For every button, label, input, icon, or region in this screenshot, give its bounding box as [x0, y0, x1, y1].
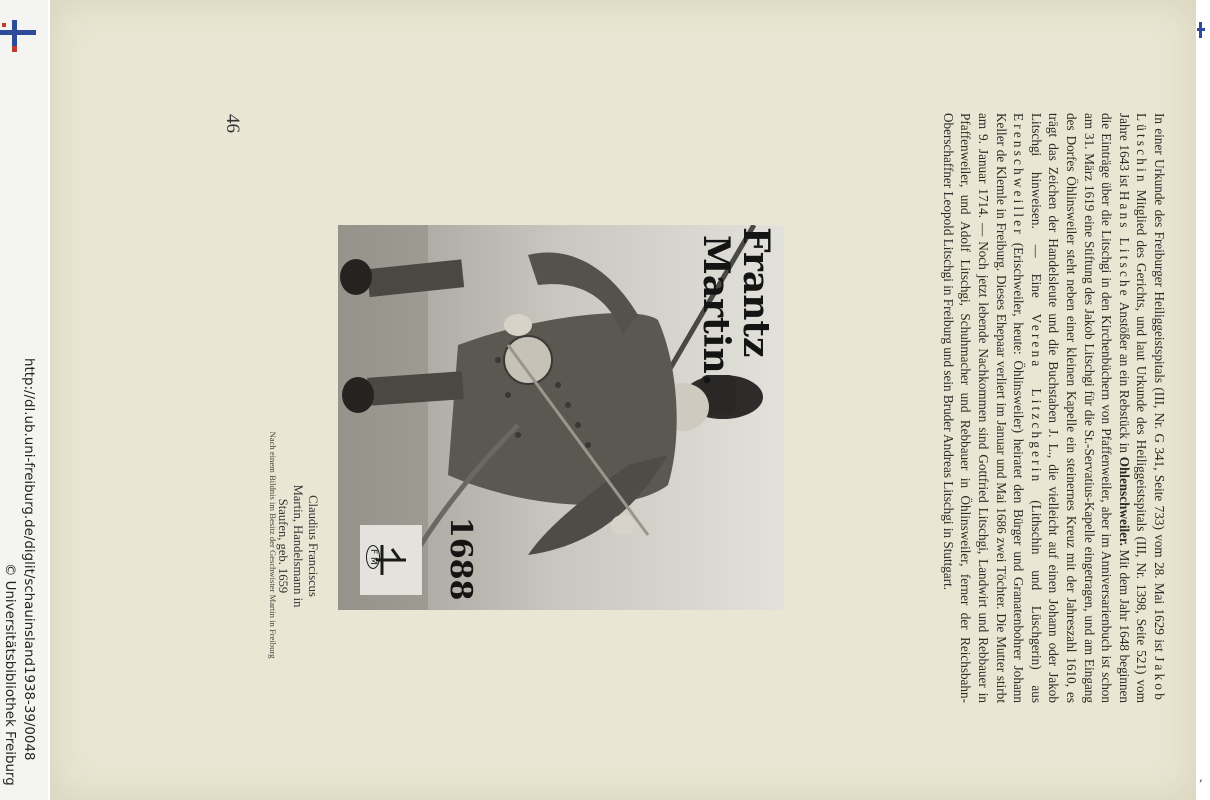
library-logo-icon [0, 20, 40, 50]
source-url[interactable]: http://dl.ub.uni-freiburg.de/diglit/schauinsland1938-39/0048 [21, 358, 36, 761]
body-paragraph: In einer Urkunde des Freiburger Heiliggeistspitals (III, Nr. G 341, Seite 733) vom 28. Mai 1629 ist Jakob Lütschin Mitglied des Gerichts, und laut Urkunde des Heiliggeistspitals (III, Nr. 1398, Seite 521) vom Jahre 1643 ist Hans Litsche Anstößer an ein Rebstück in Ohlenschweiler. Mit dem Jahr 1648 beginnen die Einträge über die Litschgi in den Kirchenbüchern von Pfaffenweiler, aber im Anniversarienbuch ist schon am 31. März 1619 eine Stiftung des Jakob Litschgi für die St.-Servatius-Kapelle eingetragen, und am Eingang des Dorfes Öhlinsweiler steht neben einer kleinen Kapelle ein steinernes Kreuz mit der Jahreszahl 1610, es trägt das Zeichen der Handelsleute und die Buchstaben J. L., die vielleicht auf einen Johann oder Jakob Litschgi hinweisen. — Eine Verena Litzchgerin (Lithschin und Lüschgerin) aus Erenschweiller (Erischweiler, heute: Öhlinsweiler) heiratet den Bürger und Granatenbohrer Johann Keller de Klemle in Freiburg. Dieses Ehepaar verliert im Januar und Mai 1686 zwei Töchter. Die Mutter stirbt am 9. Januar 1714. — Noch jetzt lebende Nachkommen sind Gottfried Litschgi, Landwirt und Rebbauer in Pfaffenweiler, und Adolf Litschgi, Schuhmacher und Rebbauer in Öhlinsweiler, ferner der Reichsbahn-Oberschaffner Leopold Litschgi in Freiburg und sein Bruder Andreas Litschgi in Stuttgart. [940, 113, 1167, 703]
figure-caption: Claudius Franciscus Martin, Handelsmann in Staufen, geb. 1659 [276, 484, 320, 608]
portrait-year: 1688 [443, 517, 478, 601]
figure-credit: Nach einem Bildnis im Besitz der Geschwister Martin in Freiburg [268, 431, 278, 659]
portrait-figure [338, 225, 784, 610]
merchant-mark [360, 525, 422, 595]
copyright-notice: © Universitätsbibliothek Freiburg [2, 563, 17, 786]
page-marker-icon [1197, 22, 1205, 38]
merchant-monogram: F M [366, 545, 380, 569]
inscription-line-2: Martin. [695, 235, 737, 387]
page-number: 46 [222, 114, 243, 133]
inscription-line-1: Frantz [735, 227, 777, 358]
page-edge-mark: ‚ [1199, 770, 1203, 784]
scanned-page [50, 0, 1196, 800]
portrait-inscription [696, 227, 776, 386]
